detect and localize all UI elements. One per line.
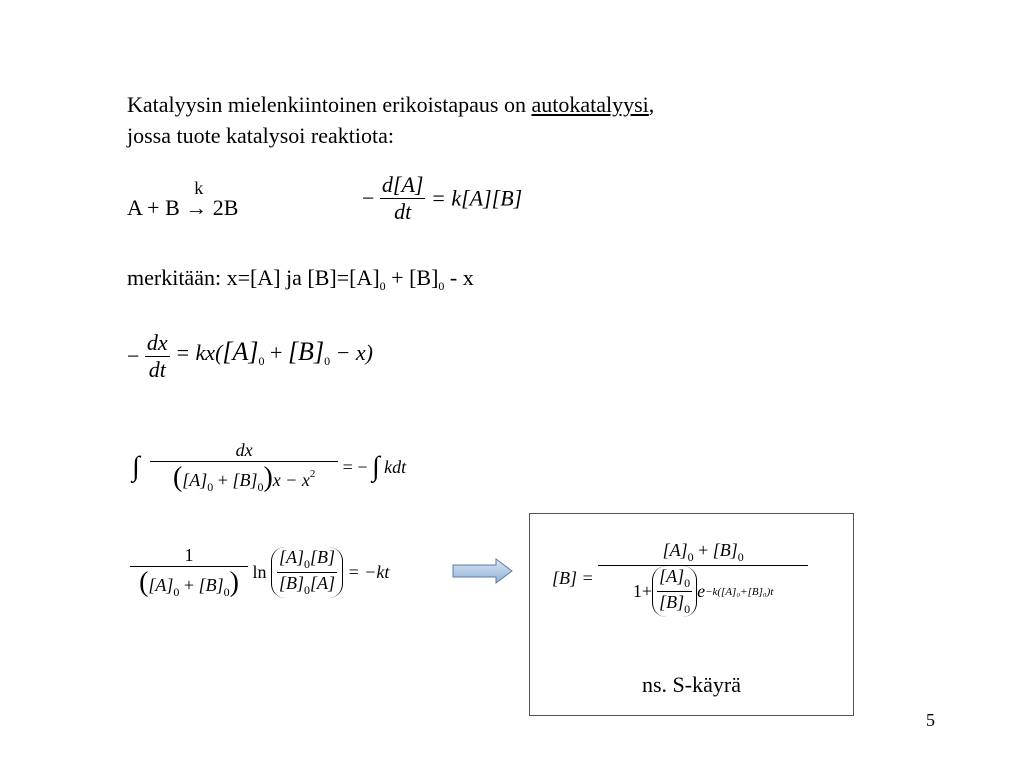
dxdt-a0: [A] bbox=[222, 337, 259, 366]
s-curve-num-b0-sub: 0 bbox=[737, 550, 744, 564]
s-curve-equation bbox=[552, 540, 808, 617]
integral-den-b0-sub: 0 bbox=[257, 480, 264, 494]
dxdt-plus: + bbox=[264, 340, 288, 365]
autokatalyysi-term: autokatalyysi bbox=[531, 92, 649, 117]
notation-text-2: + [B] bbox=[385, 265, 439, 290]
solution-rhs: = −kt bbox=[347, 562, 390, 582]
s-curve-denominator bbox=[631, 566, 776, 617]
s-curve-exponent: −k([A]₀+[B]₀)t bbox=[705, 585, 774, 598]
solution-denominator bbox=[137, 567, 241, 600]
slide-number: 5 bbox=[926, 710, 935, 730]
solution-inner-b: [B] bbox=[310, 547, 336, 567]
integral-den-a0-sub: 0 bbox=[207, 480, 214, 494]
integral-den-x: x − x bbox=[272, 470, 310, 490]
solution-inner-fraction bbox=[277, 547, 337, 598]
s-curve-den-a0: [A] bbox=[659, 566, 685, 586]
solution-prefactor bbox=[130, 545, 248, 600]
dxdt-fraction bbox=[145, 330, 170, 383]
s-curve-num-b0: [B] bbox=[712, 540, 738, 560]
integral-numerator: dx bbox=[235, 440, 253, 460]
reaction-arrow-group bbox=[185, 178, 208, 221]
solution-inner-numerator bbox=[277, 547, 337, 572]
intro-text: Katalyysin mielenkiintoinen erikoistapaus on bbox=[127, 92, 532, 117]
result-box bbox=[529, 513, 854, 716]
s-curve-den-paren bbox=[652, 566, 697, 617]
solution-inner-a: [A] bbox=[310, 573, 336, 593]
s-curve-lhs bbox=[552, 568, 594, 588]
dxdt-a0-subscript: 0 bbox=[258, 354, 265, 368]
dxdt-denominator: dt bbox=[148, 357, 166, 382]
notation-line bbox=[127, 265, 474, 299]
dxdt-equation bbox=[127, 330, 373, 383]
integral-rhs: kdt bbox=[384, 457, 407, 477]
solution-den-close: ) bbox=[229, 567, 239, 598]
intro-line-1 bbox=[127, 92, 654, 118]
integral-denominator bbox=[171, 462, 317, 495]
solution-paren-group bbox=[271, 547, 343, 598]
solution-ln: ln bbox=[252, 562, 267, 582]
s-curve-lhs-text: [B] = bbox=[552, 568, 594, 588]
notation-subscript-2: 0 bbox=[438, 279, 445, 293]
s-curve-den-b0: [B] bbox=[659, 592, 685, 612]
solution-inner-b0-sub: 0 bbox=[304, 583, 311, 597]
integral-den-open: ( bbox=[172, 462, 183, 493]
rate-law-minus: − bbox=[362, 185, 375, 211]
notation-text-1: merkitään: x=[A] ja [B]=[A] bbox=[127, 265, 380, 290]
solution-den-a0: [A] bbox=[148, 575, 174, 595]
s-curve-caption: ns. S-käyrä bbox=[642, 672, 741, 697]
intro-comma: , bbox=[648, 92, 655, 117]
reaction-arrow-icon: → bbox=[185, 195, 208, 220]
dxdt-rhs-end: − x) bbox=[330, 340, 373, 365]
dxdt-numerator: dx bbox=[146, 330, 168, 355]
integral-equation bbox=[132, 440, 406, 495]
integral-den-close: ) bbox=[263, 462, 273, 493]
integral-den-a0: [A] bbox=[182, 470, 208, 490]
dxdt-rhs-start: = kx( bbox=[175, 340, 223, 365]
integral-sign-icon: ∫ bbox=[132, 451, 140, 483]
reaction-equation bbox=[127, 178, 239, 221]
integral-equals: = − bbox=[342, 457, 368, 477]
solution-equation bbox=[130, 545, 389, 600]
s-curve-den-b0-sub: 0 bbox=[684, 602, 691, 616]
solution-inner-a0-sub: 0 bbox=[304, 557, 311, 571]
solution-den-plus: + bbox=[179, 575, 199, 595]
solution-den-b0: [B] bbox=[198, 575, 224, 595]
solution-den-b0-sub: 0 bbox=[223, 585, 230, 599]
notation-text-3: - x bbox=[444, 265, 474, 290]
rate-law-denominator: dt bbox=[394, 199, 412, 224]
s-curve-num-a0: [A] bbox=[662, 540, 688, 560]
s-curve-num-a0-sub: 0 bbox=[687, 550, 694, 564]
intro-line-2: jossa tuote katalysoi reaktiota: bbox=[127, 123, 394, 148]
s-curve-den-frac-num bbox=[657, 566, 692, 591]
dxdt-minus: − bbox=[127, 343, 140, 369]
right-block-arrow-icon bbox=[452, 558, 514, 584]
s-curve-den-fraction bbox=[657, 566, 692, 617]
reaction-rhs: 2B bbox=[212, 195, 239, 220]
integral-fraction bbox=[150, 440, 338, 495]
dxdt-b0: [B] bbox=[287, 337, 325, 366]
solution-inner-a0: [A] bbox=[279, 547, 305, 567]
rate-constant-label: k bbox=[194, 178, 204, 198]
reaction-lhs: A + B bbox=[127, 195, 180, 220]
solution-den-a0-sub: 0 bbox=[173, 585, 180, 599]
s-curve-num-plus: + bbox=[693, 540, 713, 560]
integral-den-superscript: 2 bbox=[309, 468, 316, 480]
rate-law-fraction bbox=[380, 172, 426, 225]
dxdt-rhs bbox=[175, 337, 373, 368]
s-curve-fraction bbox=[598, 540, 808, 617]
solution-den-open: ( bbox=[139, 567, 149, 598]
s-curve-e: e bbox=[697, 581, 706, 601]
s-curve-den-one: 1+ bbox=[632, 581, 653, 601]
dxdt-b0-subscript: 0 bbox=[324, 354, 331, 368]
rate-law-rhs: = k[A][B] bbox=[430, 185, 523, 211]
solution-numerator: 1 bbox=[184, 545, 194, 565]
solution-inner-denominator bbox=[277, 573, 337, 598]
rate-law-equation bbox=[362, 172, 522, 225]
integral-sign-2-icon: ∫ bbox=[371, 451, 380, 483]
rate-law-numerator: d[A] bbox=[381, 172, 424, 197]
s-curve-den-a0-sub: 0 bbox=[684, 576, 691, 590]
integral-den-plus: + bbox=[213, 470, 233, 490]
s-curve-den-frac-den bbox=[657, 592, 692, 617]
solution-inner-b0: [B] bbox=[279, 573, 305, 593]
s-curve-numerator bbox=[661, 540, 746, 565]
notation-subscript-1: 0 bbox=[379, 279, 386, 293]
integral-den-b0: [B] bbox=[232, 470, 258, 490]
